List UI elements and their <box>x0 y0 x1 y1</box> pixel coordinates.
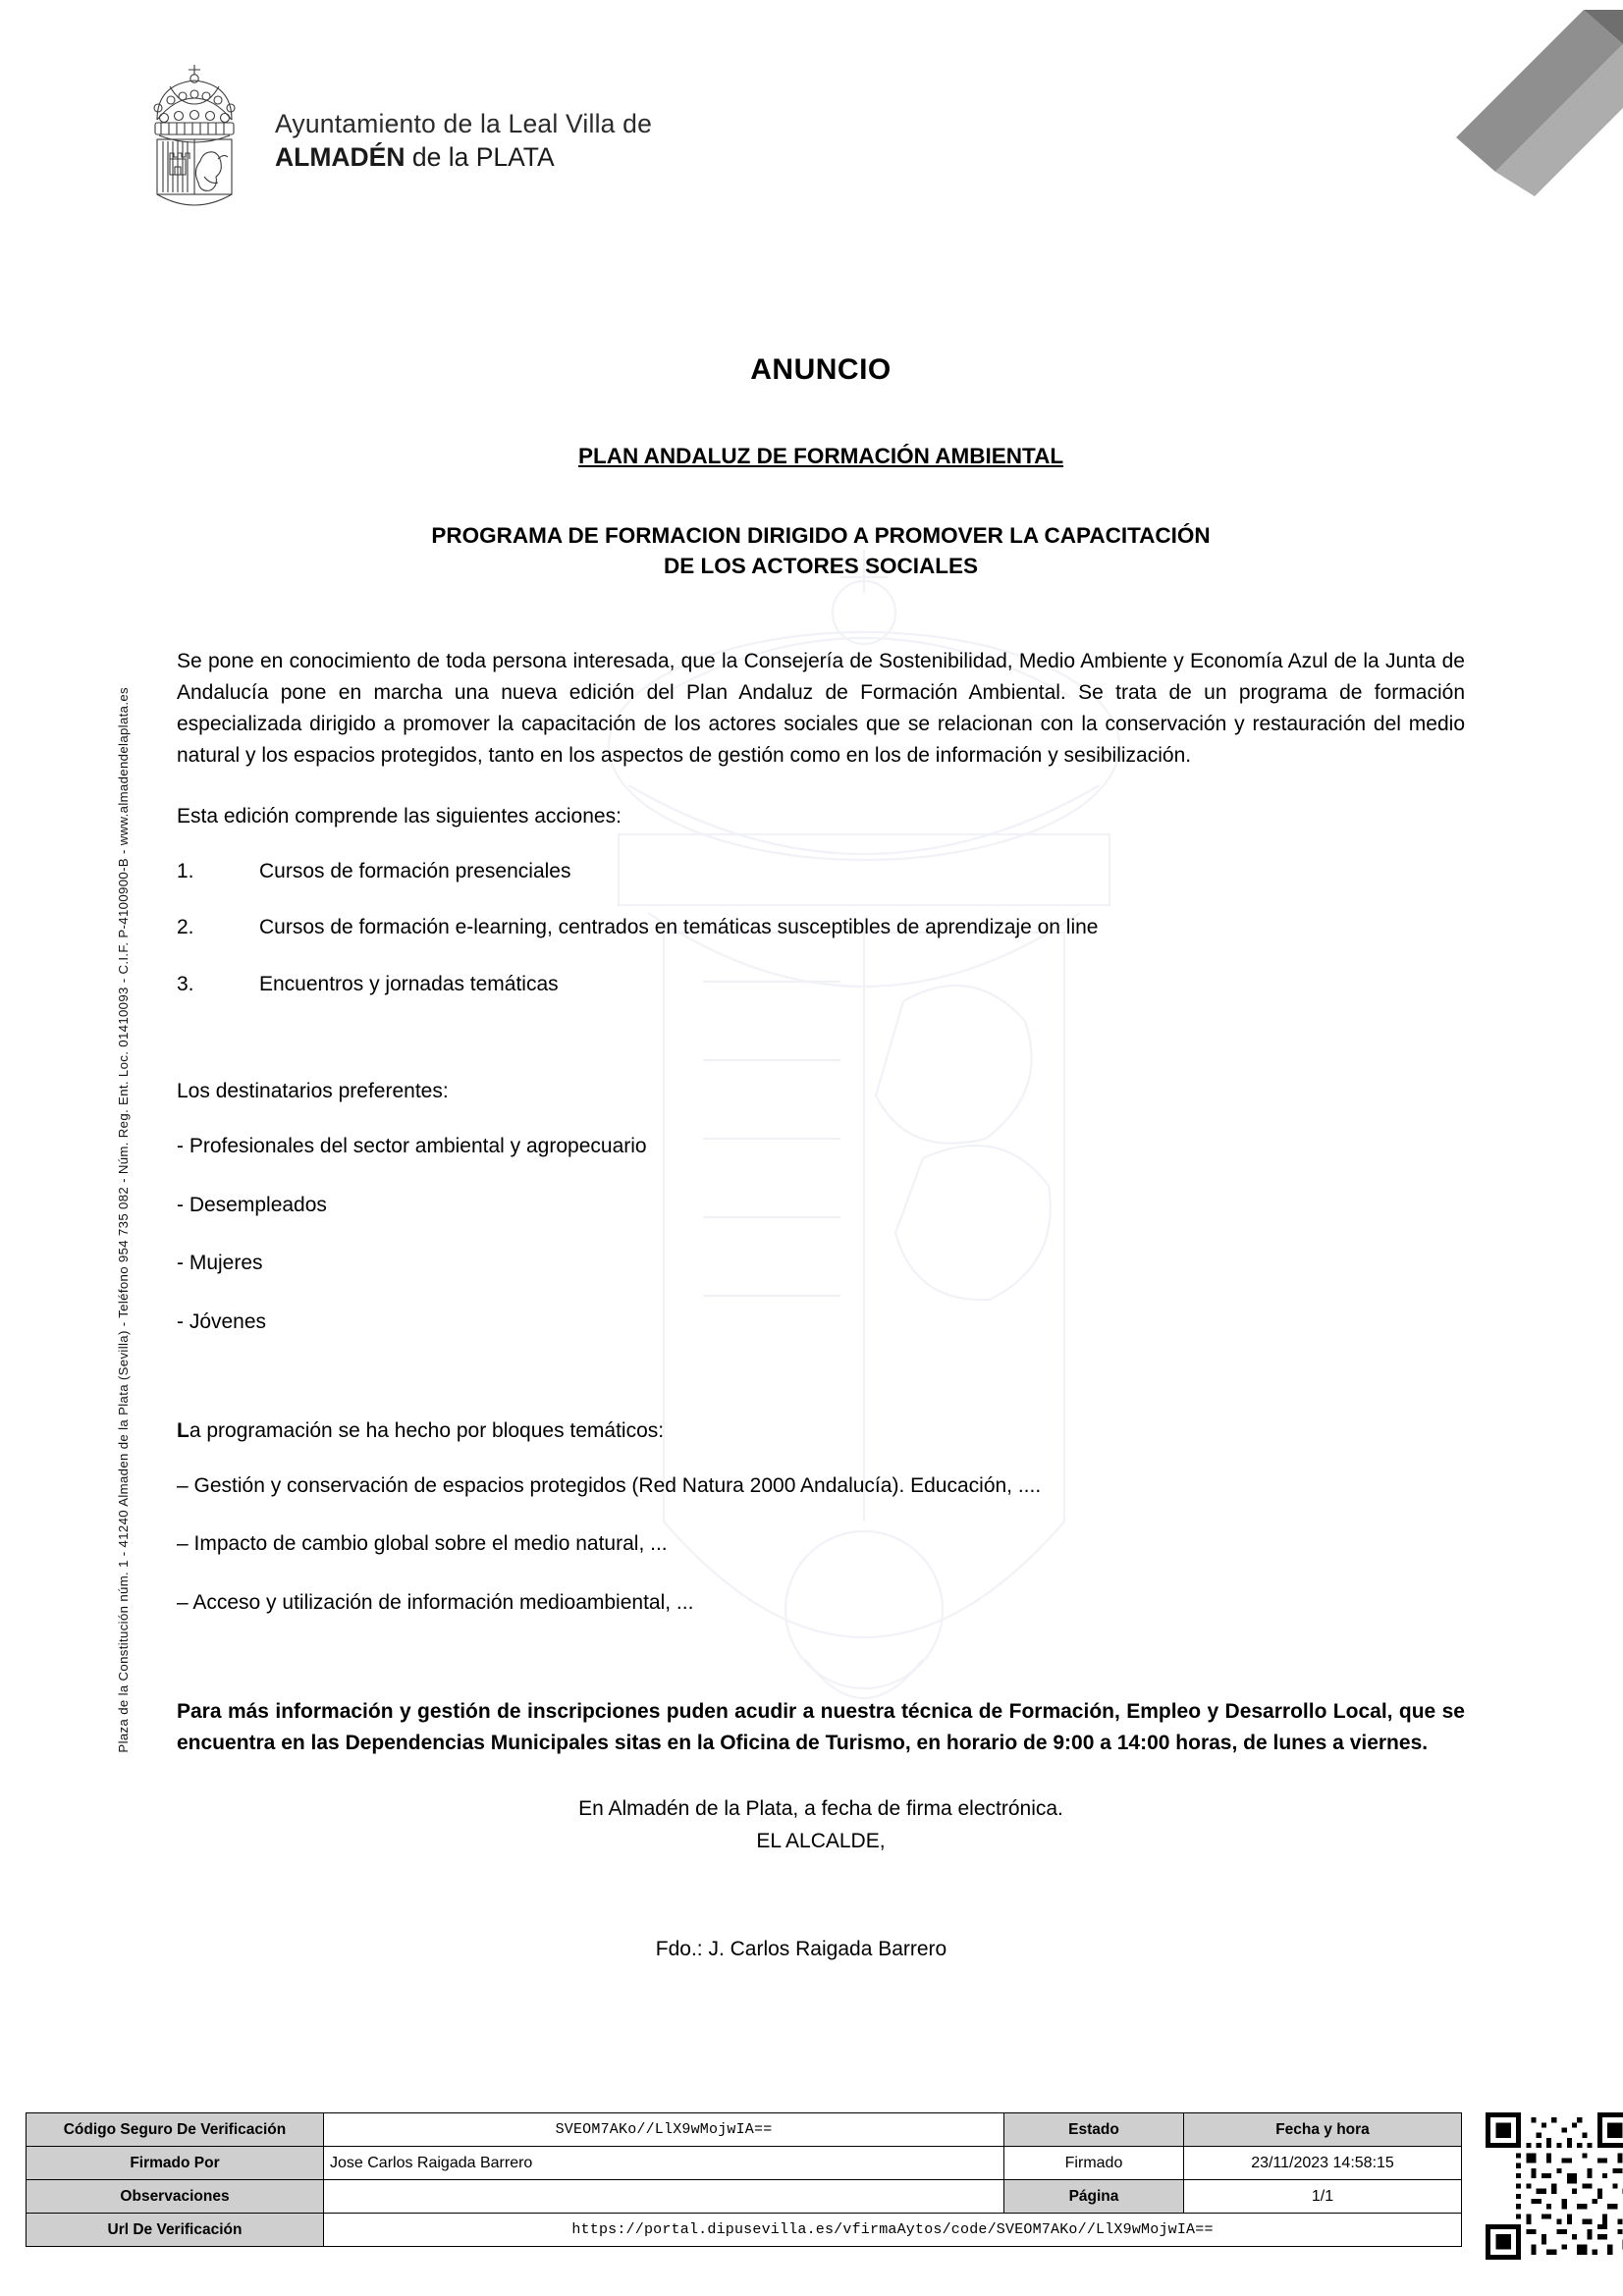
coat-of-arms-crown-icon <box>135 57 253 214</box>
document-subtitle: PLAN ANDALUZ DE FORMACIÓN AMBIENTAL <box>577 444 1064 468</box>
list-item-text: Cursos de formación presenciales <box>259 859 571 882</box>
label-verification-url: Url De Verificación <box>27 2214 324 2247</box>
label-csv: Código Seguro De Verificación <box>27 2113 324 2147</box>
blocks-heading-lead: L <box>177 1419 189 1443</box>
verification-table <box>26 2112 1462 2247</box>
list-item-number: 2. <box>177 916 194 939</box>
value-observations <box>324 2180 1004 2214</box>
closing-place: En Almadén de la Plata, a fecha de firma electrónica. <box>578 1797 1063 1821</box>
list-item: - Mujeres <box>177 1252 263 1275</box>
blocks-heading-rest: a programación se ha hecho por bloques temáticos: <box>189 1419 665 1443</box>
list-item <box>177 969 1465 1000</box>
letterhead <box>135 57 652 214</box>
qr-code-icon[interactable] <box>1486 2112 1623 2260</box>
value-csv: SVEOM7AKo//LlX9wMojwIA== <box>324 2113 1004 2147</box>
letterhead-line2 <box>275 141 652 173</box>
list-item-number: 3. <box>177 972 194 995</box>
corner-ribbon-decoration <box>1289 0 1623 294</box>
table-row <box>27 2113 1462 2147</box>
contact-info-paragraph: Para más información y gestión de inscripciones puden acudir a nuestra técnica de Formación, Empleo y Desarrollo Local, que se encuentra en las Dependencias Municipales sitas en la Oficina de Turismo, en horario de 9:00 a 14:00 horas, de lunes a viernes. <box>177 1700 1465 1755</box>
intro-paragraph: Se pone en conocimiento de toda persona interesada, que la Consejería de Sostenibilidad, Medio Ambiente y Economía Azul de la Junta de Andalucía pone en marcha una nueva edición del Plan Andaluz de Formación Ambiental. Se trata de un programa de formación especializada dirigido a promover la capacitación de los actores sociales que se relacionan con la conservación y restauración del medio natural y los espacios protegidos, tanto en los aspectos de gestión como en los de información y sesibilización. <box>177 650 1465 767</box>
blocks-heading <box>177 1415 1465 1447</box>
label-status: Estado <box>1004 2113 1184 2147</box>
value-page: 1/1 <box>1184 2180 1462 2214</box>
actions-heading: Esta edición comprende las siguientes acciones: <box>177 804 622 828</box>
list-item: - Jóvenes <box>177 1309 267 1333</box>
value-datetime: 23/11/2023 14:58:15 <box>1184 2147 1462 2180</box>
closing-role: EL ALCALDE, <box>756 1829 886 1852</box>
list-item: – Gestión y conservación de espacios protegidos (Red Natura 2000 Andalucía). Educación, .... <box>177 1473 1042 1497</box>
list-item-text: Cursos de formación e-learning, centrados en temáticas susceptibles de aprendizaje on line <box>259 916 1099 939</box>
program-title-line2: DE LOS ACTORES SOCIALES <box>663 554 979 579</box>
label-page: Página <box>1004 2180 1184 2214</box>
label-signed-by: Firmado Por <box>27 2147 324 2180</box>
signer-name: Fdo.: J. Carlos Raigada Barrero <box>655 1937 947 1960</box>
page-title: ANUNCIO <box>750 353 892 386</box>
list-item-number: 1. <box>177 859 194 882</box>
document-body <box>177 353 1465 1961</box>
list-item-text: Encuentros y jornadas temáticas <box>259 972 559 995</box>
list-item: – Impacto de cambio global sobre el medio natural, ... <box>177 1532 668 1556</box>
recipients-heading: Los destinatarios preferentes: <box>177 1080 449 1103</box>
label-observations: Observaciones <box>27 2180 324 2214</box>
list-item <box>177 912 1465 943</box>
letterhead-line1: Ayuntamiento de la Leal Villa de <box>275 109 653 138</box>
letterhead-town: ALMADÉN <box>275 142 406 173</box>
value-signed-by: Jose Carlos Raigada Barrero <box>324 2147 1004 2180</box>
list-item: - Desempleados <box>177 1193 327 1216</box>
table-row <box>27 2214 1462 2247</box>
letterhead-town-suffix: de la PLATA <box>405 142 555 173</box>
table-row <box>27 2180 1462 2214</box>
label-datetime: Fecha y hora <box>1184 2113 1462 2147</box>
program-title-line1: PROGRAMA DE FORMACION DIRIGIDO A PROMOVER LA CAPACITACIÓN <box>431 523 1211 548</box>
table-row <box>27 2147 1462 2180</box>
vertical-address-text: Plaza de la Constitución núm. 1 - 41240 Almaden de la Plata (Sevilla) - Teléfono 954 735 082 - Núm. Reg. Ent. Loc. 01410093 - C.I.F. P-4100900-B - www.almadendelaplata.es <box>116 687 131 1753</box>
list-item <box>177 856 1465 887</box>
list-item: – Acceso y utilización de información medioambiental, ... <box>177 1590 694 1614</box>
value-status: Firmado <box>1004 2147 1184 2180</box>
program-title <box>177 520 1465 581</box>
value-verification-url[interactable]: https://portal.dipusevilla.es/vfirmaAytos/code/SVEOM7AKo//LlX9wMojwIA== <box>324 2214 1462 2247</box>
list-item: - Profesionales del sector ambiental y agropecuario <box>177 1135 647 1158</box>
verification-footer <box>26 2112 1596 2260</box>
